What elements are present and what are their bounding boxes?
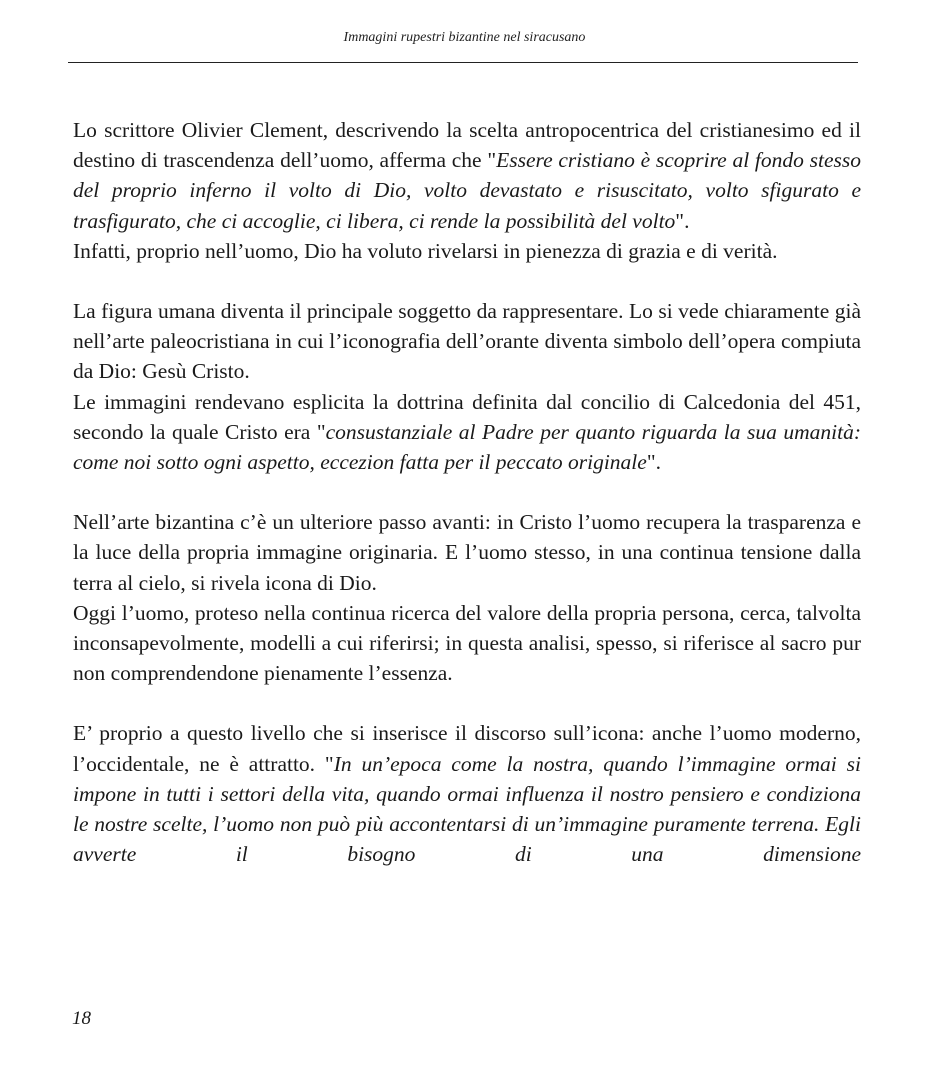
paragraph <box>73 387 861 478</box>
page-number: 18 <box>72 1008 91 1029</box>
text-run: Le immagini rendevano esplicita la dottrina definita dal concilio di Calcedonia del 451, secondo la quale Cristo era " <box>73 389 861 444</box>
paragraph <box>73 598 861 689</box>
quote-run: Essere cristiano è scoprire al fondo stesso del proprio inferno il volto di Dio, volto devastato e risuscitato, volto sfigurato e trasfigurato, che ci accoglie, ci libera, ci rende la possibilità del volto <box>73 148 862 233</box>
text-run: Lo scrittore Olivier Clement, descrivendo la scelta antropocentrica del cristianesimo ed il destino di trascendenza dell’uomo, afferma che " <box>73 118 861 173</box>
paragraph <box>73 115 861 236</box>
paragraph <box>73 236 861 266</box>
header-rule <box>68 62 858 63</box>
text-run: La figura umana diventa il principale soggetto da rappresentare. Lo si vede chiaramente già nell’arte paleocristiana in cui l’iconografia dell’orante diventa simbolo dell’opera compiuta da Dio: Gesù Cristo. <box>73 299 861 384</box>
text-run: ". <box>646 450 661 475</box>
quote-run: In un’epoca come la nostra, quando l’immagine ormai si impone in tutti i settori della vita, quando ormai influenza il nostro pensiero e condiziona le nostre scelte, l’uomo non può più accontentarsi di un’immagine puramente terrena. Egli avverte il bisogno di una dimensione <box>73 751 861 867</box>
text-run: E’ proprio a questo livello che si inserisce il discorso sull’icona: anche l’uomo moderno, l’occidentale, ne è attratto. " <box>73 721 861 776</box>
paragraph <box>73 718 861 869</box>
text-run: Oggi l’uomo, proteso nella continua ricerca del valore della propria persona, cerca, talvolta inconsapevolmente, modelli a cui riferirsi; in questa analisi, spesso, si riferisce al sacro pur non comprendendone pienamente l’essenza. <box>73 600 861 686</box>
quote-run: consustanziale al Padre per quanto riguarda la sua umanità: come noi sotto ogni aspetto, eccezion fatta per il peccato originale <box>73 419 861 475</box>
text-run: Infatti, proprio nell’uomo, Dio ha voluto rivelarsi in pienezza di grazia e di verità. <box>73 238 778 263</box>
text-run: Nell’arte bizantina c’è un ulteriore passo avanti: in Cristo l’uomo recupera la trasparenza e la luce della propria immagine originaria. E l’uomo stesso, in una continua tensione dalla terra al cielo, si rivela icona di Dio. <box>73 510 861 595</box>
body-text <box>73 115 861 869</box>
paragraph <box>73 296 861 387</box>
paragraph <box>73 507 861 598</box>
text-run: ". <box>675 208 690 233</box>
running-head: Immagini rupestri bizantine nel siracusano <box>343 30 586 45</box>
